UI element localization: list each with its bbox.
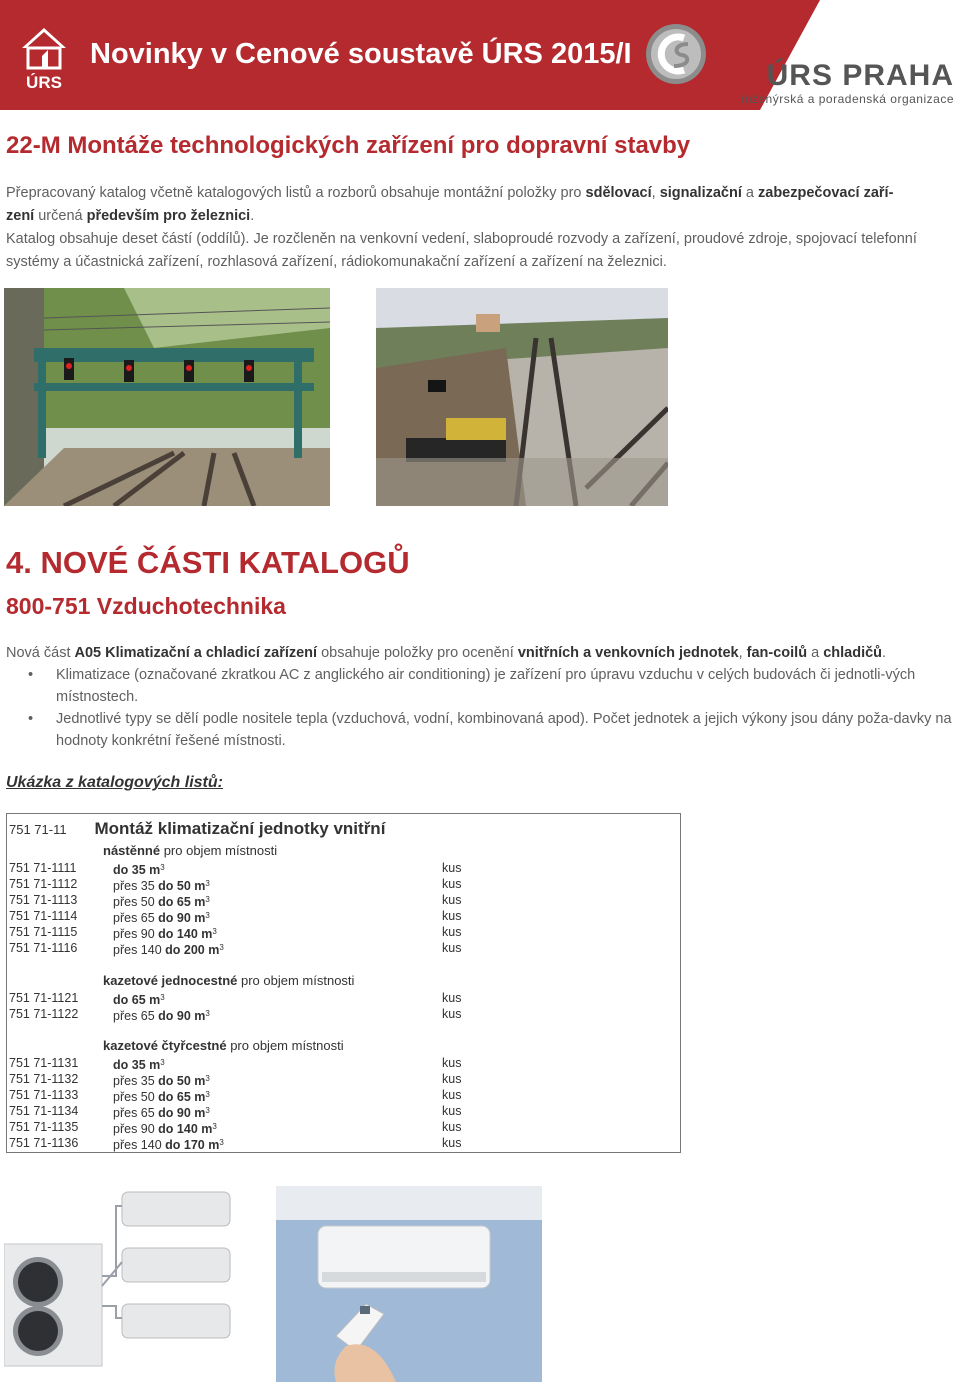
cs-logo-icon [644, 22, 708, 86]
table-row: 751 71-1111 do 35 $m^3$ kus [9, 861, 462, 877]
railway-switch-photo [376, 288, 668, 506]
table-row: 751 71-1132 přes 35 do 50 $m^3$ kus [9, 1072, 462, 1088]
catalog-header [9, 819, 385, 839]
catalog-group [9, 972, 669, 1022]
table-row: 751 71-1113 přes 50 do 65 $m^3$ kus [9, 893, 462, 909]
section4-bullet-list [6, 664, 954, 752]
bullet-item: • Klimatizace (označované zkratkou AC z anglického air conditioning) je zařízení pro úpravu vzduchu v celých budovách či jednotli-vých místnostech. [6, 664, 954, 708]
ac-multisplit-photo [4, 1186, 266, 1382]
section4-intro: Nová část A05 Klimatizační a chladicí zařízení obsahuje položky pro ocenění vnitřních a venkovních jednotek, fan-coilů a chladičů. [6, 645, 887, 661]
catalog-title: Montáž klimatizační jednotky vnitřní [94, 819, 386, 838]
group-title: kazetové jednocestné pro objem místnosti [103, 973, 355, 988]
brand-subtitle: inženýrská a poradenská organizace [741, 92, 954, 106]
logo-text: ÚRS [26, 73, 62, 92]
brand-block [742, 60, 954, 106]
catalog-sheet [6, 813, 681, 1153]
table-row: 751 71-1122 přes 65 do 90 $m^3$ kus [9, 1007, 462, 1023]
section-title-22m: 22-M Montáže technologických zařízení pro dopravní stavby [6, 132, 691, 159]
table-row: 751 71-1135 přes 90 do 140 $m^3$ kus [9, 1120, 462, 1136]
page-header [0, 0, 960, 110]
table-row: 751 71-1134 přes 65 do 90 $m^3$ kus [9, 1104, 462, 1120]
subsection-title-800-751: 800-751 Vzduchotechnika [6, 593, 286, 619]
table-row: 751 71-1131 do 35 $m^3$ kus [9, 1056, 462, 1072]
group-title: kazetové čtyřcestné pro objem místnosti [103, 1038, 344, 1053]
brand-name: ÚRS PRAHA [766, 59, 954, 92]
section-title-4: 4. NOVÉ ČÁSTI KATALOGŮ [6, 545, 410, 580]
section22-paragraph-2: Katalog obsahuje deset částí (oddílů). Je rozčleněn na venkovní vedení, slaboproudé rozvody a zařízení, proudové zdroje, spojovací telefonní systémy a účastnická zařízení, rozhlasová zařízení, rádiokomunakační zařízení a zařízení na železnici. [6, 231, 917, 270]
table-row: 751 71-1136 přes 140 do 170 $m^3$ kus [9, 1136, 462, 1152]
header-title: Novinky v Cenové soustavě ÚRS 2015/I [90, 38, 632, 70]
table-row: 751 71-1114 přes 65 do 90 $m^3$ kus [9, 909, 462, 925]
table-row: 751 71-1121 do 65 $m^3$ kus [9, 991, 462, 1007]
table-row: 751 71-1115 přes 90 do 140 $m^3$ kus [9, 925, 462, 941]
catalog-sample-title: Ukázka z katalogových listů: [6, 774, 223, 791]
catalog-group [9, 842, 669, 956]
table-row: 751 71-1112 přes 35 do 50 $m^3$ kus [9, 877, 462, 893]
bullet-item: • Jednotlivé typy se dělí podle nositele tepla (vzduchová, vodní, kombinovaná apod). Počet jednotek a jejich výkony jsou dány poža-davky na hodnoty konkrétní řešené místnosti. [6, 708, 954, 752]
table-row: 751 71-1133 přes 50 do 65 $m^3$ kus [9, 1088, 462, 1104]
catalog-group [9, 1037, 669, 1151]
section22-paragraph-1: Přepracovaný katalog včetně katalogových listů a rozborů obsahuje montážní položky pro sdělovací, signalizační a zabezpečovací zaří- zení určená především pro železnici. [6, 185, 894, 224]
railway-signal-photo [4, 288, 330, 506]
group-title: nástěnné pro objem místnosti [103, 843, 278, 858]
ac-remote-photo [276, 1186, 542, 1382]
table-row: 751 71-1116 přes 140 do 200 $m^3$ kus [9, 941, 462, 957]
urs-logo-icon [18, 22, 70, 92]
catalog-code: 751 71-11 [9, 822, 67, 837]
